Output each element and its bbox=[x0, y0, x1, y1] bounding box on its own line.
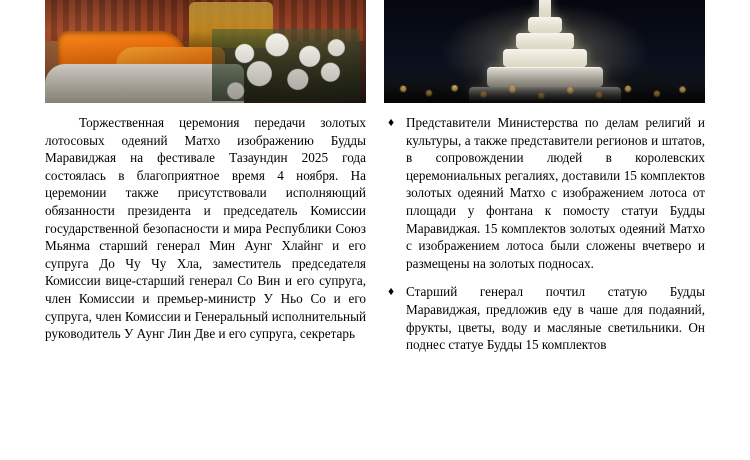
right-column-bullet-list bbox=[384, 103, 705, 354]
photo-vignette bbox=[45, 0, 366, 103]
left-column bbox=[0, 0, 375, 365]
photo-pagoda-tier-3 bbox=[516, 33, 574, 49]
list-item bbox=[384, 283, 705, 353]
golden-lotus-robes-offering-photo bbox=[45, 0, 366, 103]
photo-pagoda-spire bbox=[539, 0, 551, 17]
list-item bbox=[384, 114, 705, 272]
photo-pagoda-tier-4 bbox=[503, 49, 587, 67]
night-pagoda-festival-photo bbox=[384, 0, 705, 103]
bullet-diamond-icon: ♦ bbox=[388, 284, 395, 299]
left-column-paragraph: Торжественная церемония передачи золотых лотосовых одеяний Матхо изображению Будды Маравиджая на фестивале Тазаундин 2025 года состоялась в благоприятное время 4 ноября. На церемонии также присутствовали исполняющий обязанности президента и председатель Комиссии государственной безопасности и мира Республики Союз Мьянма старший генерал Мин Аунг Хлайнг и его супруга До Чу Чу Хла, заместитель председателя Комиссии вице-старший генерал Со Вин и его супруга, член Комиссии и премьер-министр У Ньо Со и его супруга, член Комиссии и Генеральный исполнительный руководитель У Аунг Лин Две и его супруга, секретарь bbox=[45, 115, 366, 342]
bullet-diamond-icon: ♦ bbox=[388, 115, 395, 129]
photo-crowd-silhouette bbox=[384, 87, 705, 103]
right-column bbox=[375, 0, 750, 365]
photo-pagoda-tier-2 bbox=[528, 17, 562, 33]
list-item-text: Представители Министерства по делам религий и культуры, а также представители регионов и штатов, в сопровождении людей в королевских церемониальных регалиях, доставили 15 комплектов золотых одеяний Матхо с изображением лотоса от площади у фонтана к помосту статуи Будды Маравиджая. 15 комплектов золотых одеяний Матхо с изображением лотоса были сложены вчетверо и размещены на золотых подносах. bbox=[406, 115, 705, 271]
list-item-text: Старший генерал почтил статую Будды Маравиджая, предложив еду в чаше для подаяний, фрукты, цветы, воду и масляные светильники. Он поднес статуе Будды 15 комплектов bbox=[406, 284, 705, 353]
